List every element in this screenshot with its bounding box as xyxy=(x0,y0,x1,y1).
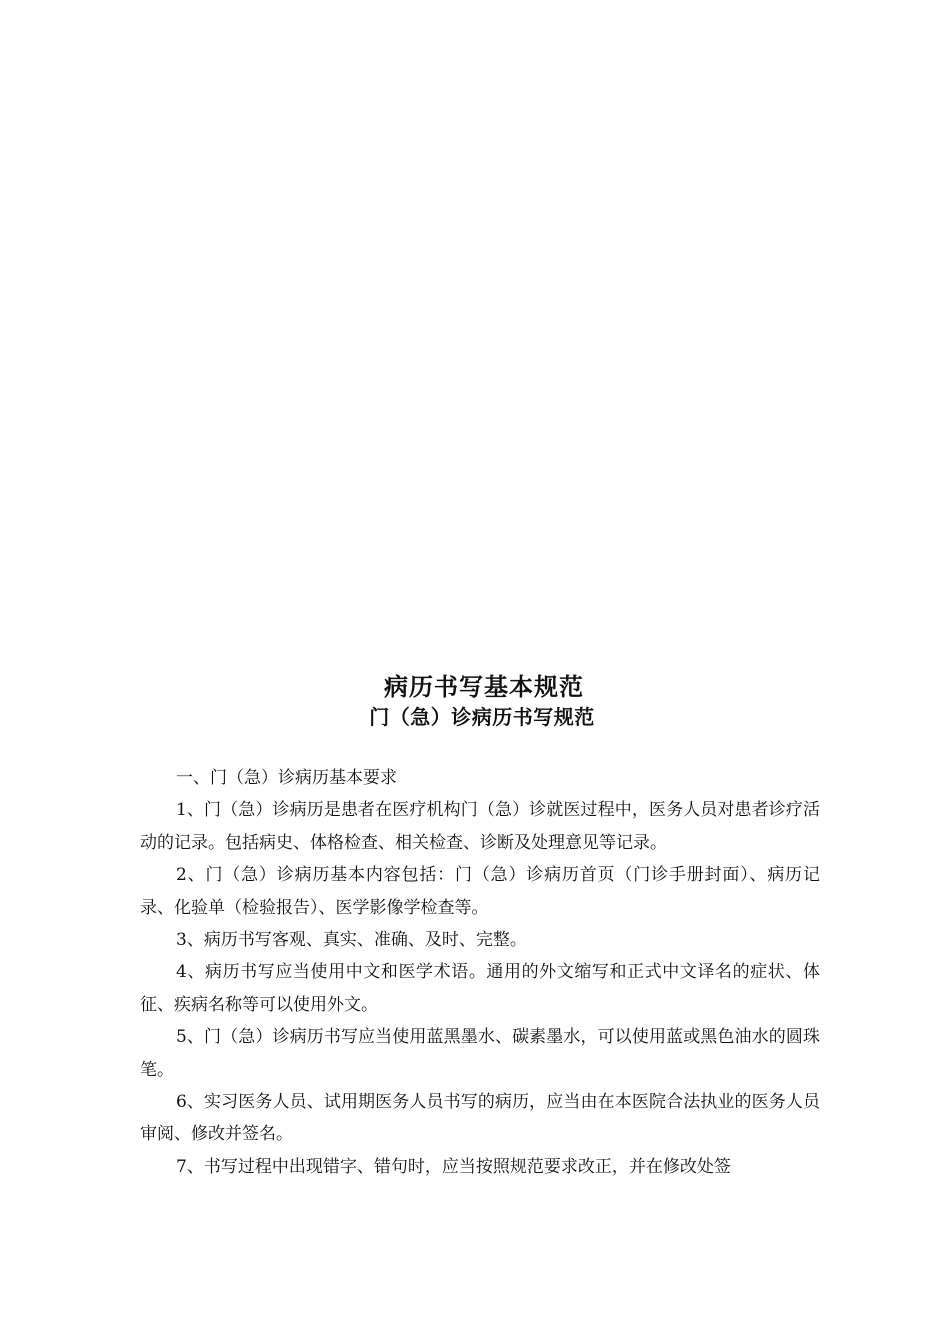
paragraph-2: 2、门（急）诊病历基本内容包括：门（急）诊病历首页（门诊手册封面）、病历记录、化验单（检验报告）、医学影像学检查等。 xyxy=(140,865,820,918)
section-heading: 一、门（急）诊病历基本要求 xyxy=(176,768,397,788)
document-subtitle: 门（急）诊病历书写规范 xyxy=(369,705,595,729)
paragraph-3: 3、病历书写客观、真实、准确、及时、完整。 xyxy=(176,930,527,951)
document-body xyxy=(140,672,820,1183)
document-title: 病历书写基本规范 xyxy=(384,673,584,701)
paragraph-7: 7、书写过程中出现错字、错句时，应当按照规范要求改正，并在修改处签 xyxy=(176,1156,731,1177)
paragraph-1: 1、门（急）诊病历是患者在医疗机构门（急）诊就医过程中，医务人员对患者诊疗活动的记录。包括病史、体格检查、相关检查、诊断及处理意见等记录。 xyxy=(140,800,820,853)
paragraph-5: 5、门（急）诊病历书写应当使用蓝黑墨水、碳素墨水，可以使用蓝或黑色油水的圆珠笔。 xyxy=(140,1027,820,1080)
paragraph-4: 4、病历书写应当使用中文和医学术语。通用的外文缩写和正式中文译名的症状、体征、疾病名称等可以使用外文。 xyxy=(140,962,820,1015)
paragraph-6: 6、实习医务人员、试用期医务人员书写的病历，应当由在本医院合法执业的医务人员审阅、修改并签名。 xyxy=(140,1092,820,1145)
